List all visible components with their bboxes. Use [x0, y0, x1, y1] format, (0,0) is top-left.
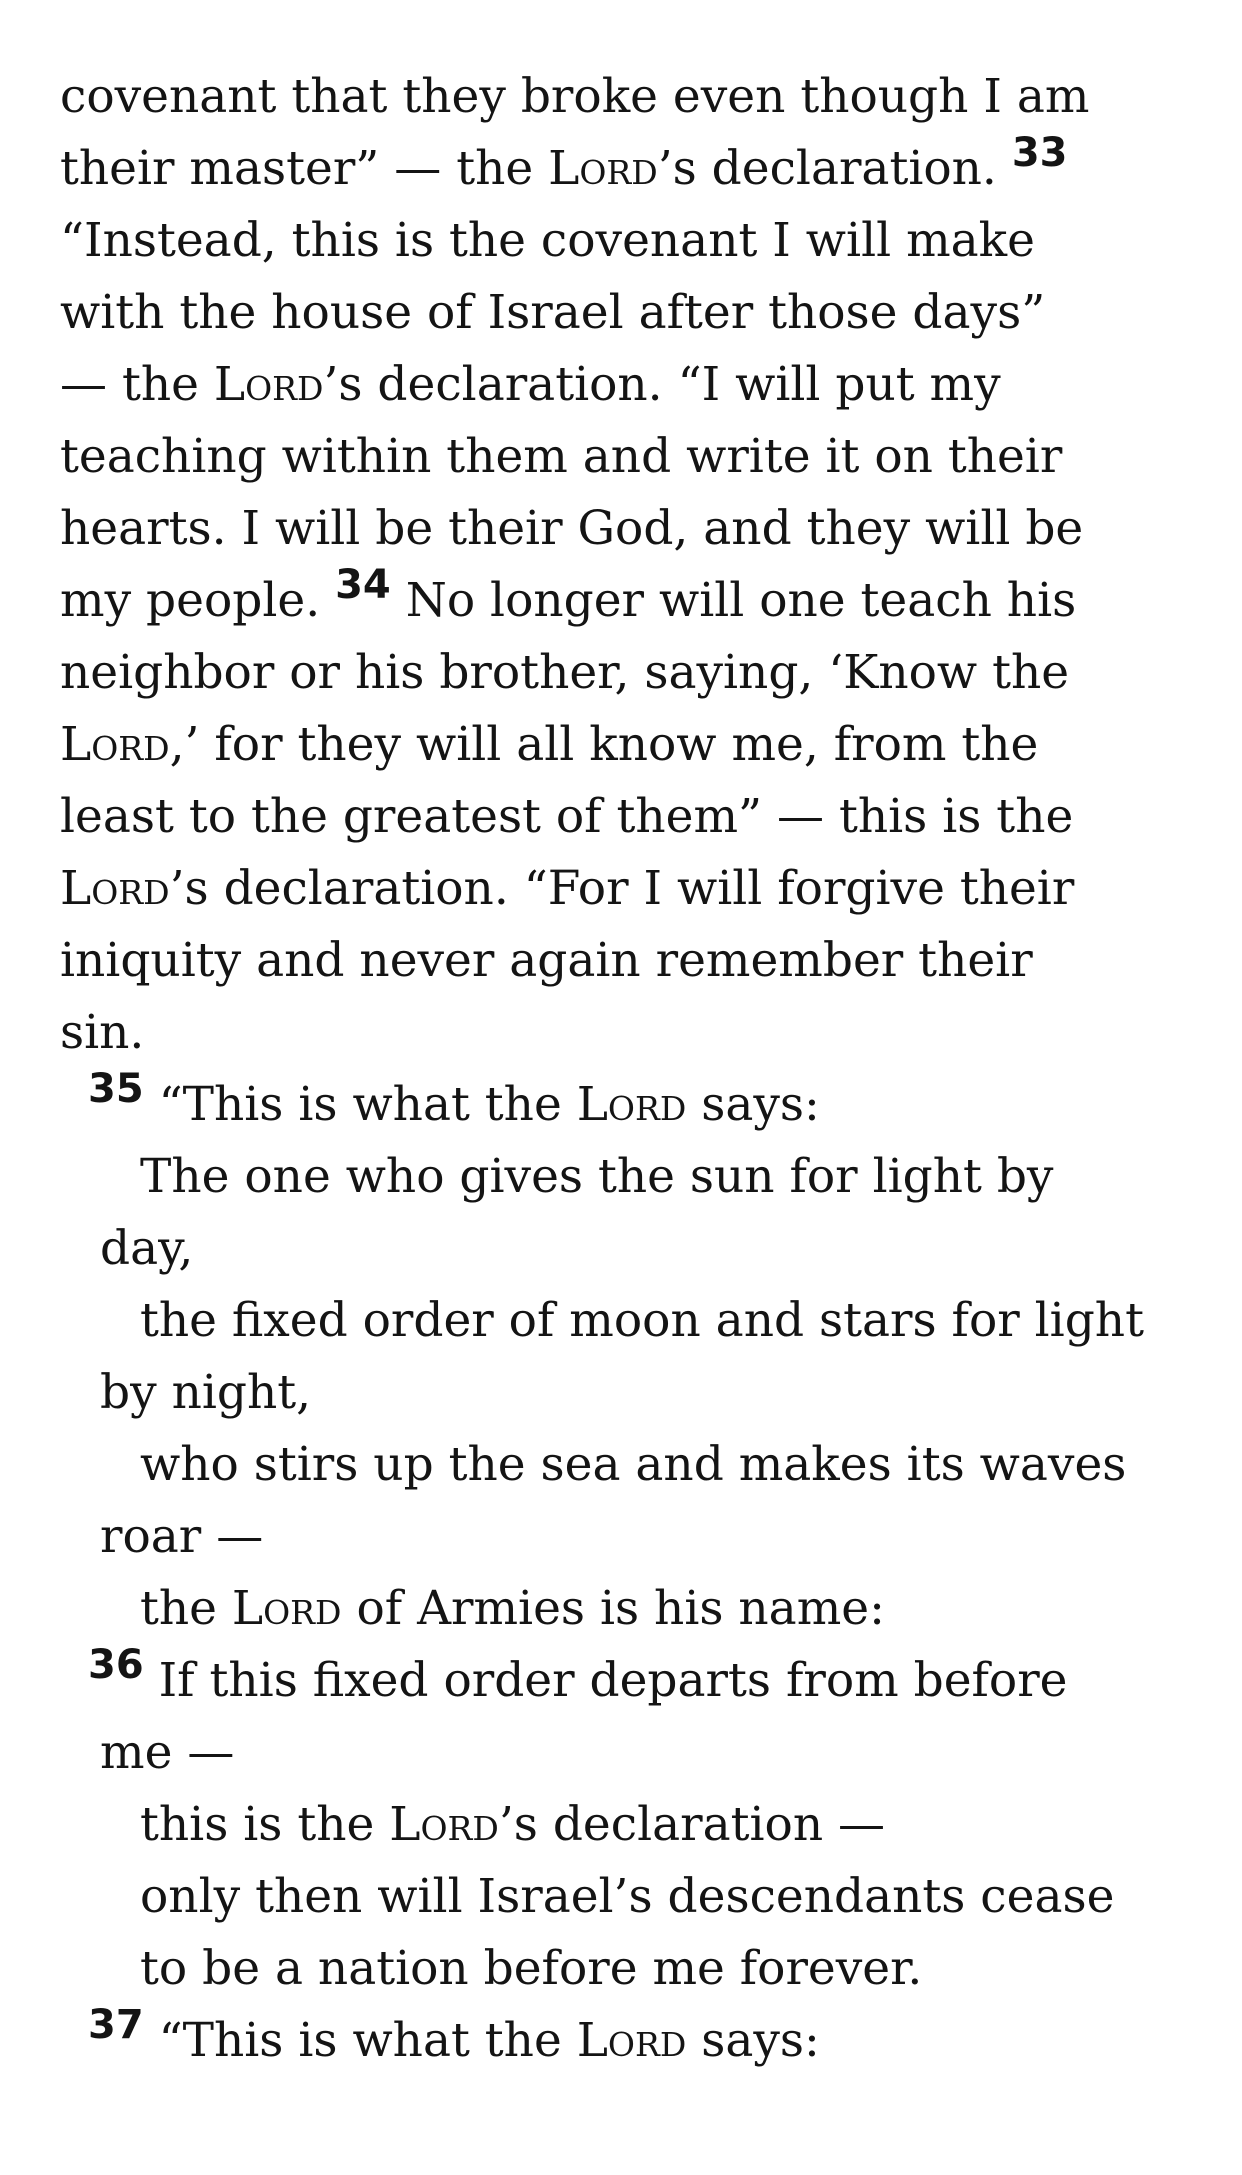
divine-name: Lord: [60, 861, 170, 916]
prose-line: [60, 562, 1077, 637]
text-run: the: [140, 1581, 232, 1636]
text-run: neighbor or his brother, saying, ‘Know the: [60, 645, 1070, 700]
text-run: — the: [60, 357, 214, 412]
poetry-line: [140, 1861, 1114, 1933]
poetry-continuation-line: [100, 1717, 234, 1789]
text-run: who stirs up the sea and makes its waves: [140, 1437, 1127, 1492]
prose-line: [60, 709, 1038, 781]
verse-start-line: [88, 1642, 1068, 1717]
poetry-continuation-line: [100, 1357, 311, 1429]
divine-name: Lord: [576, 2013, 687, 2068]
text-run: me —: [100, 1725, 235, 1780]
verse-number[interactable]: 33: [1011, 130, 1068, 176]
text-run: hearts. I will be their God, and they will be: [60, 501, 1084, 556]
divine-name: Lord: [576, 1077, 687, 1132]
text-run: teaching within them and write it on their: [60, 429, 1063, 484]
prose-line: [60, 853, 1074, 925]
text-run: of Armies is his name:: [341, 1581, 885, 1636]
prose-line: [60, 205, 1035, 277]
poetry-line: [140, 1285, 1144, 1357]
text-run: only then will Israel’s descendants cease: [140, 1869, 1115, 1924]
verse-start-line: [88, 2002, 820, 2077]
text-run: “Instead, this is the covenant I will make: [60, 213, 1035, 268]
text-run: least to the greatest of them” — this is the: [60, 789, 1074, 844]
text-run: No longer will one teach his: [390, 573, 1077, 628]
text-run: my people.: [60, 573, 336, 628]
verse-number[interactable]: 36: [88, 1642, 144, 1688]
prose-line: [60, 277, 1045, 349]
verse-number[interactable]: 35: [88, 1066, 144, 1112]
text-run: day,: [100, 1221, 194, 1276]
text-run: ’s declaration —: [498, 1797, 886, 1852]
text-run: iniquity and never again remember their: [60, 933, 1033, 988]
divine-name: Lord: [213, 357, 324, 412]
text-run: the fixed order of moon and stars for light: [140, 1293, 1144, 1348]
text-run: The one who gives the sun for light by: [140, 1149, 1054, 1204]
text-run: “This is what the: [143, 2013, 577, 2068]
text-run: roar —: [100, 1509, 264, 1564]
divine-name: Lord: [60, 717, 170, 772]
prose-line: [60, 781, 1073, 853]
text-run: “This is what the: [143, 1077, 577, 1132]
text-run: by night,: [100, 1365, 312, 1420]
text-run: their master” — the: [60, 141, 549, 196]
poetry-line: [140, 1933, 922, 2005]
poetry-line: [140, 1429, 1126, 1501]
prose-line: [60, 61, 1089, 133]
poetry-continuation-line: [100, 1501, 263, 1573]
poetry-continuation-line: [100, 1213, 193, 1285]
text-run: If this fixed order departs from before: [143, 1653, 1068, 1708]
text-run: with the house of Israel after those days”: [60, 285, 1046, 340]
verse-number[interactable]: 37: [88, 2002, 144, 2048]
prose-line: [60, 130, 1068, 205]
text-run: ’s declaration. “For I will forgive their: [169, 861, 1075, 916]
poetry-line: [140, 1141, 1053, 1213]
divine-name: Lord: [389, 1797, 499, 1852]
prose-line: [60, 925, 1033, 997]
text-run: to be a nation before me forever.: [140, 1941, 923, 1996]
text-run: ’s declaration. “I will put my: [323, 357, 1001, 412]
prose-line: [60, 349, 1001, 421]
prose-line: [60, 493, 1083, 565]
text-run: says:: [686, 2013, 820, 2068]
text-run: ,’ for they will all know me, from the: [169, 717, 1039, 772]
text-run: covenant that they broke even though I am: [60, 69, 1090, 124]
divine-name: Lord: [231, 1581, 342, 1636]
poetry-line: [140, 1789, 885, 1861]
verse-start-line: [88, 1066, 820, 1141]
prose-line: [60, 421, 1062, 493]
text-run: ’s declaration.: [657, 141, 1012, 196]
prose-line: [60, 997, 144, 1069]
prose-line: [60, 637, 1069, 709]
poetry-line: [140, 1573, 885, 1645]
text-run: says:: [686, 1077, 820, 1132]
text-run: sin.: [60, 1005, 145, 1060]
verse-number[interactable]: 34: [335, 562, 391, 608]
text-run: this is the: [140, 1797, 390, 1852]
divine-name: Lord: [548, 141, 658, 196]
